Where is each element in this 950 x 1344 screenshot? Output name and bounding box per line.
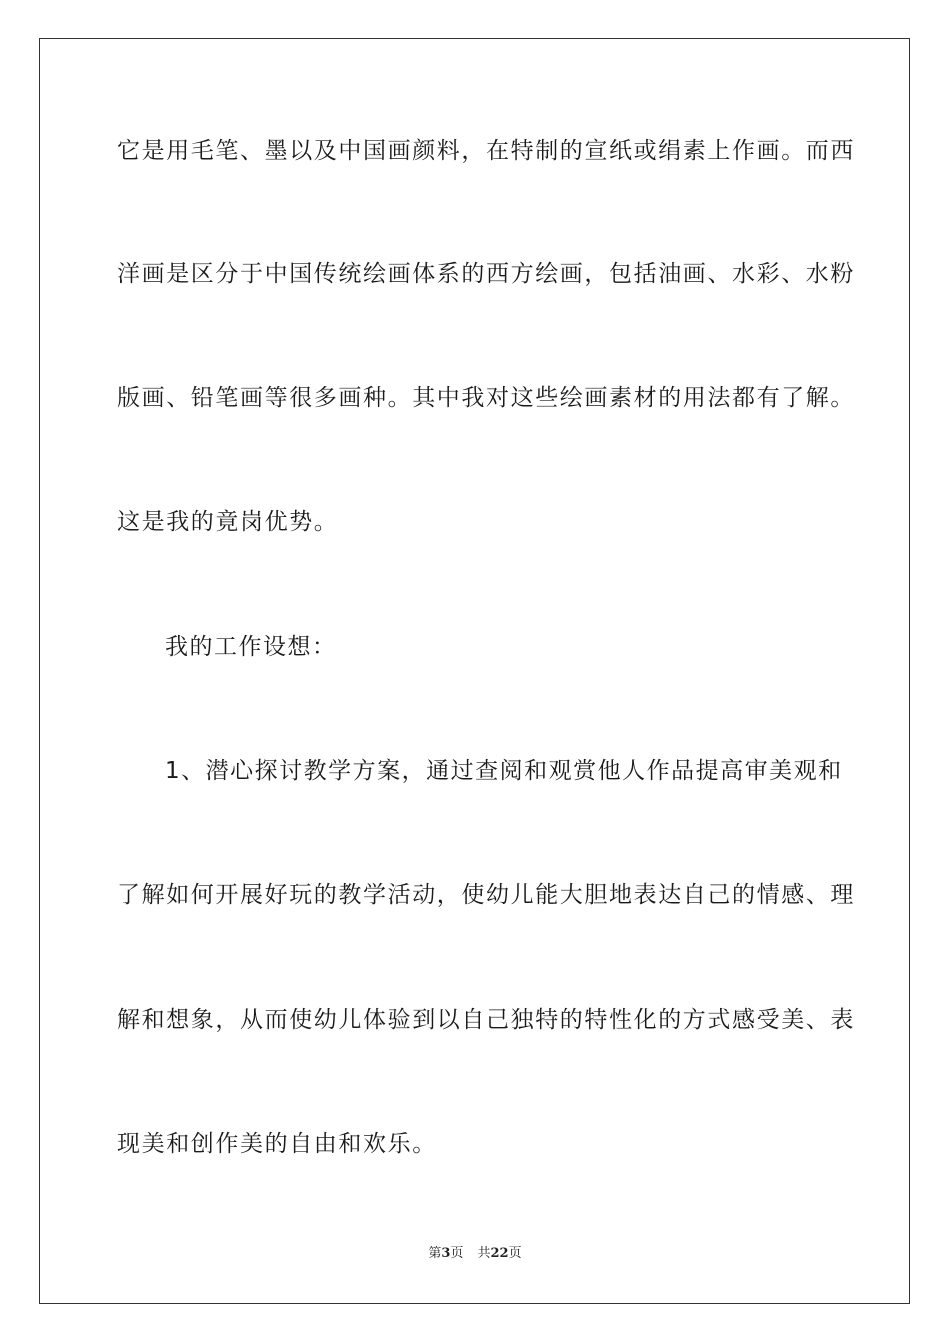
body-text-line: 现美和创作美的自由和欢乐。: [117, 1131, 437, 1157]
total-pages: 22: [490, 1246, 509, 1261]
body-text-line: 了解如何开展好玩的教学活动，使幼儿能大胆地表达自己的情感、理: [117, 882, 855, 908]
body-text-line: 解和想象，从而使幼儿体验到以自己独特的特性化的方式感受美、表: [117, 1007, 855, 1033]
page-footer: [0, 1245, 950, 1263]
section-heading: 我的工作设想：: [165, 634, 337, 660]
page-number-suffix: 页: [450, 1246, 464, 1261]
body-text-line: 它是用毛笔、墨以及中国画颜料，在特制的宣纸或绢素上作画。而西: [117, 138, 855, 164]
page-number-prefix: 第: [428, 1246, 442, 1261]
page-number: 3: [441, 1246, 451, 1261]
body-text-line: 版画、铅笔画等很多画种。其中我对这些绘画素材的用法都有了解。: [117, 385, 855, 411]
body-text-line: 洋画是区分于中国传统绘画体系的西方绘画，包括油画、水彩、水粉: [117, 261, 855, 287]
page-frame: [39, 38, 910, 1304]
total-pages-prefix: 共: [477, 1246, 491, 1261]
body-text-line: 这是我的竟岗优势。: [117, 509, 339, 535]
total-pages-suffix: 页: [508, 1246, 522, 1261]
body-text-line: 1、潜心探讨教学方案，通过查阅和观赏他人作品提高审美观和: [165, 758, 843, 784]
